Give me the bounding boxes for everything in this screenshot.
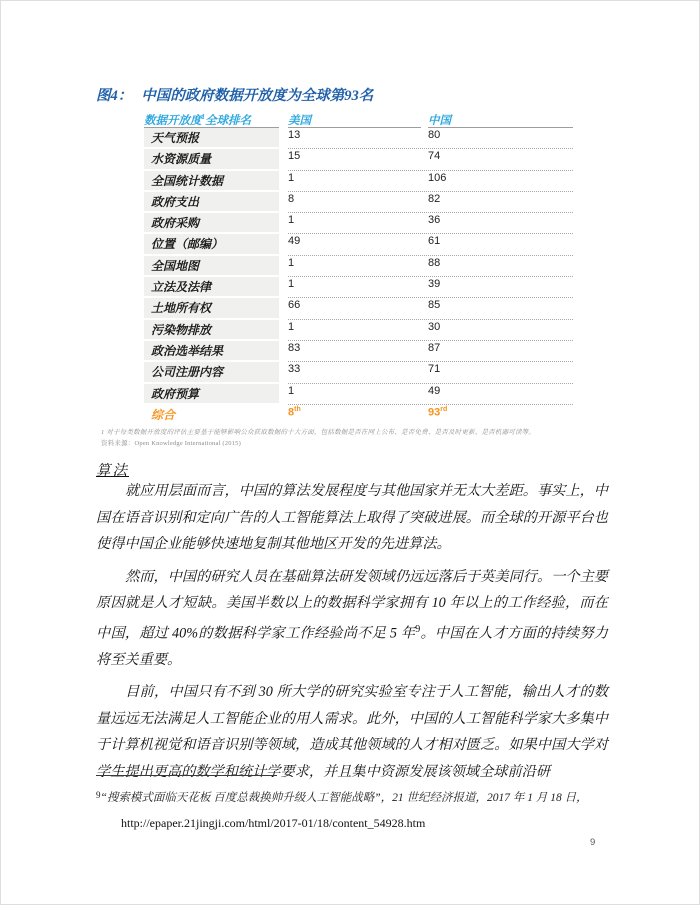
us-rank-value: 66	[288, 299, 301, 312]
row-values	[288, 128, 573, 149]
column-header-ranking-prefix: 数据开放度	[144, 115, 202, 127]
paragraph-2	[96, 564, 608, 674]
row-label: 水资源质量	[144, 149, 279, 170]
china-rank-value: 49	[428, 384, 441, 397]
row-label: 立法及法律	[144, 277, 279, 298]
column-gap	[279, 112, 288, 128]
us-rank-value: 15	[288, 150, 301, 163]
summary-row-values	[288, 405, 573, 426]
row-values	[288, 192, 573, 213]
openness-table	[144, 112, 573, 426]
row-values	[288, 320, 573, 341]
footnote-marker: 9	[96, 790, 101, 800]
column-header-footnote-marker: 1	[201, 113, 205, 122]
paragraph-2-text: 然而，中国的研究人员在基础算法研发领域仍远远落后于英美同行。一个主要原因就是人才短缺。美国半数以上的数据科学家拥有 10 年以上的工作经验，而在中国，超过 40%的数据科学家工作经验尚不足 5 年	[96, 568, 608, 642]
row-label: 政治选举结果	[144, 341, 279, 362]
table-row	[144, 341, 573, 362]
table-row	[144, 362, 573, 383]
row-label: 全国地图	[144, 256, 279, 277]
row-values	[288, 384, 573, 405]
paragraph-1: 就应用层面而言，中国的算法发展程度与其他国家并无太大差距。事实上，中国在语音识别和定向广告的人工智能算法上取得了突破进展。而全球的开源平台也使得中国企业能够快速地复制其他地区开发的先进算法。	[96, 483, 608, 552]
footnote-date: ，2017 年 1 月 18 日，	[475, 792, 588, 804]
table-row	[144, 256, 573, 277]
row-label: 政府预算	[144, 384, 279, 405]
column-header-china: 中国	[428, 112, 573, 128]
footnote-url[interactable]: http://epaper.21jingji.com/html/2017-01/18/content_54928.htm	[121, 816, 426, 830]
column-header-us: 美国	[288, 112, 421, 128]
china-rank-value: 36	[428, 214, 441, 227]
china-rank-value: 61	[428, 235, 441, 248]
row-values	[288, 298, 573, 319]
china-rank-value: 87	[428, 341, 441, 354]
paragraph-2-text-after: 。中国在人才方面的持续努力将至关重要。	[96, 625, 608, 668]
paragraph-3: 目前，中国只有不到 30 所大学的研究实验室专注于人工智能，输出人才的数量远远无法满足人工智能企业的用人需求。此外，中国的人工智能科学家大多集中于计算机视觉和语音识别等领域，造成其他领域的人才相对匮乏。如果中国大学对学生提出更高的数学和统计学要求，并且集中资源发展该领域全球前沿研	[96, 684, 608, 780]
us-rank-value: 1	[288, 320, 295, 333]
row-values	[288, 362, 573, 383]
figure-note-line1: 1 对于每类数据开放度的评估主要基于能够影响公众获取数据的十大方面，包括数据是否在网上公布、是否免费、是否及时更新、是否机器可读等。	[101, 429, 536, 436]
china-rank-value: 74	[428, 150, 441, 163]
china-rank-value: 106	[428, 171, 447, 184]
row-values	[288, 256, 573, 277]
table-row	[144, 213, 573, 234]
footnote-separator	[96, 775, 277, 776]
china-rank-value: 85	[428, 299, 441, 312]
table-row	[144, 234, 573, 255]
row-label: 政府采购	[144, 213, 279, 234]
us-rank-value: 83	[288, 341, 301, 354]
table-row	[144, 128, 573, 149]
figure-title	[96, 84, 373, 105]
summary-row-label: 综合	[151, 407, 176, 422]
row-label: 公司注册内容	[144, 362, 279, 383]
china-rank-value: 39	[428, 278, 441, 291]
china-overall-rank: 93rd	[428, 405, 448, 419]
table-summary-row	[144, 405, 573, 426]
row-values	[288, 277, 573, 298]
row-label: 土地所有权	[144, 298, 279, 319]
table-row	[144, 298, 573, 319]
column-header-ranking-suffix: 全球排名	[205, 115, 251, 127]
footnote-reference-9: 9	[415, 623, 421, 635]
row-label: 政府支出	[144, 192, 279, 213]
us-rank-value: 1	[288, 214, 295, 227]
table-row	[144, 149, 573, 170]
table-row	[144, 192, 573, 213]
figure-source-line: 资料来源：Open Knowledge International (2015)	[101, 440, 241, 447]
table-row	[144, 277, 573, 298]
table-body	[144, 128, 573, 405]
footnote-quote: “搜索模式面临天花板 百度总裁换帅升级人工智能战略”，	[100, 792, 393, 804]
page-number: 9	[590, 837, 596, 848]
row-values	[288, 171, 573, 192]
china-rank-value: 88	[428, 256, 441, 269]
row-label: 天气预报	[144, 128, 279, 149]
china-rank-value: 82	[428, 192, 441, 205]
us-rank-value: 1	[288, 278, 295, 291]
china-rank-value: 30	[428, 320, 441, 333]
us-overall-rank: 8th	[288, 405, 301, 419]
column-gap	[421, 112, 428, 128]
footnote-journal: 21 世纪经济报道	[392, 792, 476, 804]
column-header-ranking	[144, 112, 279, 128]
table-row	[144, 384, 573, 405]
figure-number-label: 图4：	[96, 88, 133, 104]
us-rank-value: 8	[288, 192, 295, 205]
row-label: 位置（邮编）	[144, 234, 279, 255]
figure-note	[101, 427, 581, 449]
us-rank-value: 33	[288, 363, 301, 376]
row-values	[288, 341, 573, 362]
china-rank-value: 71	[428, 363, 441, 376]
footnote	[96, 783, 601, 836]
us-rank-value: 1	[288, 384, 295, 397]
body-text	[96, 478, 608, 791]
row-values	[288, 234, 573, 255]
row-values	[288, 213, 573, 234]
row-values	[288, 149, 573, 170]
table-row	[144, 171, 573, 192]
us-rank-value: 1	[288, 256, 295, 269]
table-header-row	[144, 112, 573, 128]
us-rank-value: 49	[288, 235, 301, 248]
china-rank-value: 80	[428, 129, 441, 141]
footnote-line1	[96, 783, 601, 811]
table-row	[144, 320, 573, 341]
us-rank-value: 13	[288, 129, 301, 141]
row-label: 污染物排放	[144, 320, 279, 341]
row-label: 全国统计数据	[144, 171, 279, 192]
section-heading: 算法	[96, 463, 129, 479]
us-rank-value: 1	[288, 171, 295, 184]
figure-title-text: 中国的政府数据开放度为全球第93名	[141, 88, 374, 104]
